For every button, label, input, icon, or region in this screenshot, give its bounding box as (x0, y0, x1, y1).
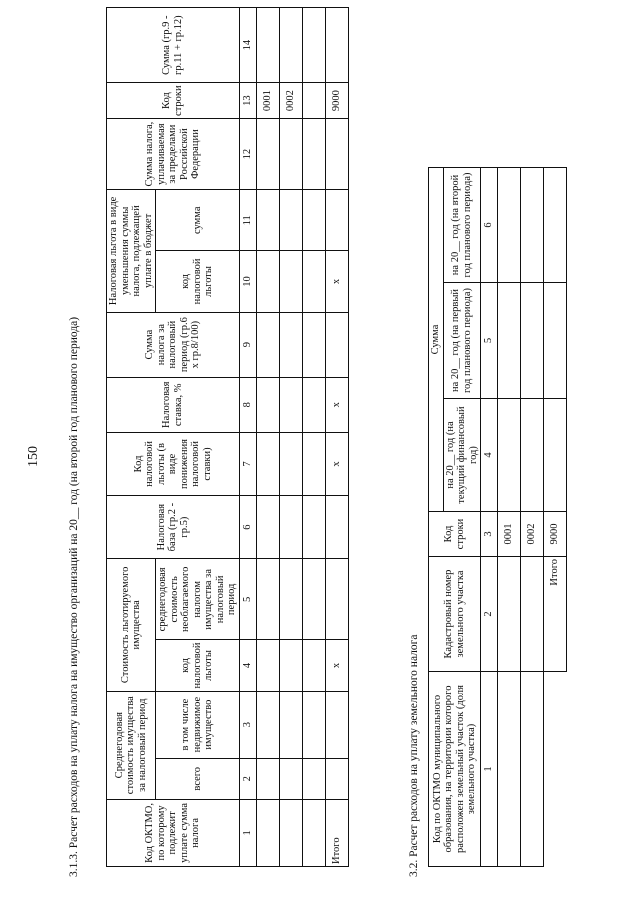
header-avg-cost: Среднегодовая стоимость имущества за налоговый период (107, 691, 156, 799)
section-32-caption: 3.2. Расчет расходов на уплату земельного налога (408, 634, 420, 877)
property-tax-table (106, 7, 349, 867)
total-row (544, 168, 567, 867)
col-number: 11 (240, 190, 257, 251)
header-second-plan-year: на 20__ год (на второй год планового периода) (443, 168, 481, 283)
col-number: 10 (240, 251, 257, 312)
header-row-code: Код строки (107, 83, 240, 119)
col-number: 12 (240, 118, 257, 189)
header-tax-base: Налоговая база (гр.2 - гр.5) (107, 496, 240, 559)
total-code: 9000 (326, 83, 349, 119)
column-number-row (240, 8, 257, 867)
total-label: Итого (326, 799, 349, 866)
header-tax-rate: Налоговая ставка, % (107, 377, 240, 432)
col-number: 5 (240, 559, 257, 640)
header-benefit-reduction: Налоговая льгота в виде уменьшения суммы налога, подлежащей уплате в бюджет (107, 190, 156, 312)
table-row (498, 168, 521, 867)
header-oktmo-land: Код по ОКТМО муниципального образования, на территории которого расположен земельный участок (доля земельного участка) (429, 672, 481, 867)
x-mark: x (326, 432, 349, 495)
col-number: 2 (240, 758, 257, 799)
col-number: 8 (240, 377, 257, 432)
header-row-code: Код строки (429, 512, 481, 557)
header-total: всего (156, 758, 240, 799)
col-number: 3 (240, 691, 257, 758)
table-row-empty (303, 8, 326, 867)
row-code: 0001 (498, 512, 521, 557)
total-label: Итого (544, 557, 567, 672)
x-mark: x (326, 251, 349, 312)
header-first-plan-year: на 20__ год (на первый год планового периода) (443, 283, 481, 399)
row-code: 0002 (521, 512, 544, 557)
col-number: 14 (240, 8, 257, 83)
col-number: 1 (481, 672, 498, 867)
header-exempt-cost: Стоимость льготируемого имущества (107, 559, 156, 691)
header-tax-sum: Сумма налога за налоговый период (гр.6 x гр.8/100) (107, 312, 240, 377)
row-code: 0002 (280, 83, 303, 119)
section-313-caption: 3.1.3. Расчет расходов на уплату налога на имущество организаций на 20__ год (на второй год планового периода) (68, 316, 80, 877)
header-cadastral: Кадастровый номер земельного участка (429, 557, 481, 672)
col-number: 6 (240, 496, 257, 559)
total-code: 9000 (544, 512, 567, 557)
header-real-estate: в том числе недвижимое имущество (156, 691, 240, 758)
col-number: 1 (240, 799, 257, 866)
col-number: 4 (240, 640, 257, 691)
col-number: 3 (481, 512, 498, 557)
header-exempt-avg: среднегодовая стоимость необлагаемого налогом имущества за налоговый период (156, 559, 240, 640)
header-foreign-tax: Сумма налога, уплачиваемая за пределами Российской Федерации (107, 118, 240, 189)
page-number: 150 (26, 446, 41, 467)
row-code: 0001 (257, 83, 280, 119)
table-row (280, 8, 303, 867)
col-number: 7 (240, 432, 257, 495)
header-benefit-sum: сумма (156, 190, 240, 251)
table-row (257, 8, 280, 867)
header-benefit-code-2: код налоговой льготы (156, 251, 240, 312)
header-current-year: на 20__ год (на текущий финансовый год) (443, 399, 481, 512)
col-number: 6 (481, 168, 498, 283)
table-row (521, 168, 544, 867)
header-sum: Сумма (429, 168, 444, 512)
col-number: 9 (240, 312, 257, 377)
col-number: 5 (481, 283, 498, 399)
header-benefit-code: код налоговой льготы (156, 640, 240, 691)
rotated-page (8, 0, 640, 897)
total-row (326, 8, 349, 867)
x-mark: x (326, 377, 349, 432)
header-rate-benefit-code: Код налоговой льготы (в виде понижения налоговой ставки) (107, 432, 240, 495)
header-total-sum: Сумма (гр.9 - гр.11 + гр.12) (107, 8, 240, 83)
land-tax-table (428, 167, 567, 867)
x-mark: x (326, 640, 349, 691)
header-oktmo: Код ОКТМО, по которому подлежит уплате сумма налога (107, 799, 240, 866)
col-number: 2 (481, 557, 498, 672)
col-number: 13 (240, 83, 257, 119)
col-number: 4 (481, 399, 498, 512)
column-number-row (481, 168, 498, 867)
